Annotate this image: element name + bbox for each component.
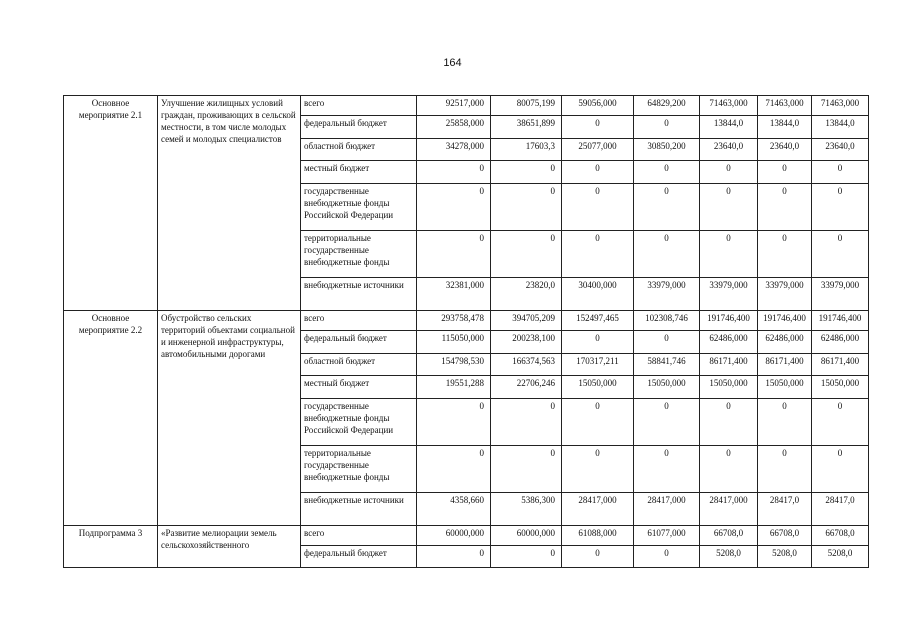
amount-cell: 0 — [758, 231, 812, 278]
amount-cell: 0 — [491, 446, 562, 493]
amount-cell: 15050,000 — [700, 376, 758, 399]
amount-cell: 28417,0 — [758, 493, 812, 526]
amount-cell: 71463,000 — [758, 96, 812, 116]
amount-cell: 200238,100 — [491, 331, 562, 354]
funding-source-cell: государственные внебюджетные фонды Российской Федерации — [301, 184, 417, 231]
amount-cell: 86171,400 — [758, 354, 812, 376]
amount-cell: 0 — [562, 161, 634, 184]
amount-cell: 30400,000 — [562, 278, 634, 311]
amount-cell: 13844,0 — [812, 116, 869, 139]
amount-cell: 0 — [417, 184, 491, 231]
amount-cell: 191746,400 — [812, 311, 869, 331]
amount-cell: 0 — [700, 184, 758, 231]
amount-cell: 0 — [562, 116, 634, 139]
amount-cell: 0 — [812, 184, 869, 231]
amount-cell: 15050,000 — [634, 376, 700, 399]
amount-cell: 22706,246 — [491, 376, 562, 399]
amount-cell: 23640,0 — [758, 139, 812, 161]
funding-source-cell: всего — [301, 96, 417, 116]
amount-cell: 28417,000 — [700, 493, 758, 526]
amount-cell: 0 — [812, 399, 869, 446]
amount-cell: 0 — [812, 231, 869, 278]
amount-cell: 15050,000 — [812, 376, 869, 399]
amount-cell: 5208,0 — [758, 546, 812, 568]
amount-cell: 28417,000 — [562, 493, 634, 526]
amount-cell: 15050,000 — [562, 376, 634, 399]
amount-cell: 0 — [491, 161, 562, 184]
amount-cell: 30850,200 — [634, 139, 700, 161]
activity-name-cell: Подпрограмма 3 — [64, 526, 158, 568]
amount-cell: 0 — [562, 331, 634, 354]
amount-cell: 0 — [700, 161, 758, 184]
amount-cell: 86171,400 — [812, 354, 869, 376]
amount-cell: 0 — [562, 184, 634, 231]
amount-cell: 0 — [417, 161, 491, 184]
activity-title-cell: Улучшение жилищных условий граждан, проживающих в сельской местности, в том числе молодых семей и молодых специалистов — [158, 96, 301, 311]
amount-cell: 0 — [700, 231, 758, 278]
funding-source-cell: территориальные государственные внебюджетные фонды — [301, 446, 417, 493]
amount-cell: 0 — [758, 161, 812, 184]
table-row — [64, 96, 869, 116]
amount-cell: 0 — [491, 399, 562, 446]
amount-cell: 66708,0 — [758, 526, 812, 546]
funding-source-cell: федеральный бюджет — [301, 331, 417, 354]
amount-cell: 13844,0 — [700, 116, 758, 139]
amount-cell: 0 — [634, 546, 700, 568]
amount-cell: 115050,000 — [417, 331, 491, 354]
amount-cell: 80075,199 — [491, 96, 562, 116]
amount-cell: 62486,000 — [812, 331, 869, 354]
amount-cell: 0 — [417, 546, 491, 568]
amount-cell: 191746,400 — [700, 311, 758, 331]
amount-cell: 0 — [491, 546, 562, 568]
amount-cell: 66708,0 — [700, 526, 758, 546]
funding-source-cell: областной бюджет — [301, 354, 417, 376]
amount-cell: 166374,563 — [491, 354, 562, 376]
amount-cell: 34278,000 — [417, 139, 491, 161]
amount-cell: 394705,209 — [491, 311, 562, 331]
amount-cell: 0 — [562, 231, 634, 278]
amount-cell: 0 — [491, 184, 562, 231]
funding-source-cell: федеральный бюджет — [301, 116, 417, 139]
amount-cell: 0 — [562, 546, 634, 568]
amount-cell: 13844,0 — [758, 116, 812, 139]
funding-source-cell: местный бюджет — [301, 376, 417, 399]
amount-cell: 0 — [562, 446, 634, 493]
funding-source-cell: местный бюджет — [301, 161, 417, 184]
amount-cell: 25077,000 — [562, 139, 634, 161]
amount-cell: 86171,400 — [700, 354, 758, 376]
amount-cell: 25858,000 — [417, 116, 491, 139]
amount-cell: 154798,530 — [417, 354, 491, 376]
funding-source-cell: федеральный бюджет — [301, 546, 417, 568]
amount-cell: 66708,0 — [812, 526, 869, 546]
amount-cell: 28417,0 — [812, 493, 869, 526]
funding-source-cell: территориальные государственные внебюджетные фонды — [301, 231, 417, 278]
amount-cell: 71463,000 — [700, 96, 758, 116]
amount-cell: 0 — [634, 231, 700, 278]
amount-cell: 0 — [812, 446, 869, 493]
amount-cell: 0 — [812, 161, 869, 184]
amount-cell: 0 — [491, 231, 562, 278]
activity-title-cell: «Развитие мелиорации земель сельскохозяйственного — [158, 526, 301, 568]
amount-cell: 170317,211 — [562, 354, 634, 376]
amount-cell: 59056,000 — [562, 96, 634, 116]
funding-source-cell: областной бюджет — [301, 139, 417, 161]
amount-cell: 38651,899 — [491, 116, 562, 139]
amount-cell: 28417,000 — [634, 493, 700, 526]
activity-name-cell: Основное мероприятие 2.2 — [64, 311, 158, 526]
amount-cell: 61088,000 — [562, 526, 634, 546]
funding-source-cell: внебюджетные источники — [301, 493, 417, 526]
amount-cell: 4358,660 — [417, 493, 491, 526]
amount-cell: 152497,465 — [562, 311, 634, 331]
amount-cell: 0 — [634, 331, 700, 354]
amount-cell: 0 — [417, 399, 491, 446]
amount-cell: 5208,0 — [700, 546, 758, 568]
amount-cell: 102308,746 — [634, 311, 700, 331]
amount-cell: 0 — [417, 231, 491, 278]
amount-cell: 0 — [700, 446, 758, 493]
amount-cell: 0 — [634, 116, 700, 139]
amount-cell: 0 — [634, 161, 700, 184]
amount-cell: 19551,288 — [417, 376, 491, 399]
amount-cell: 71463,000 — [812, 96, 869, 116]
funding-source-cell: всего — [301, 526, 417, 546]
amount-cell: 0 — [758, 399, 812, 446]
amount-cell: 92517,000 — [417, 96, 491, 116]
amount-cell: 58841,746 — [634, 354, 700, 376]
amount-cell: 0 — [562, 399, 634, 446]
amount-cell: 0 — [634, 399, 700, 446]
amount-cell: 17603,3 — [491, 139, 562, 161]
table-row — [64, 311, 869, 331]
amount-cell: 0 — [758, 446, 812, 493]
table-row — [64, 526, 869, 546]
amount-cell: 0 — [700, 399, 758, 446]
amount-cell: 61077,000 — [634, 526, 700, 546]
amount-cell: 33979,000 — [758, 278, 812, 311]
amount-cell: 23640,0 — [812, 139, 869, 161]
amount-cell: 191746,400 — [758, 311, 812, 331]
amount-cell: 23640,0 — [700, 139, 758, 161]
amount-cell: 33979,000 — [812, 278, 869, 311]
activity-name-cell: Основное мероприятие 2.1 — [64, 96, 158, 311]
amount-cell: 293758,478 — [417, 311, 491, 331]
amount-cell: 33979,000 — [634, 278, 700, 311]
amount-cell: 0 — [417, 446, 491, 493]
funding-source-cell: всего — [301, 311, 417, 331]
amount-cell: 23820,0 — [491, 278, 562, 311]
activity-title-cell: Обустройство сельских территорий объектами социальной и инженерной инфраструктуры, автомобильными дорогами — [158, 311, 301, 526]
funding-source-cell: внебюджетные источники — [301, 278, 417, 311]
amount-cell: 62486,000 — [758, 331, 812, 354]
amount-cell: 33979,000 — [700, 278, 758, 311]
amount-cell: 5208,0 — [812, 546, 869, 568]
funding-source-cell: государственные внебюджетные фонды Российской Федерации — [301, 399, 417, 446]
amount-cell: 5386,300 — [491, 493, 562, 526]
amount-cell: 0 — [634, 184, 700, 231]
amount-cell: 0 — [758, 184, 812, 231]
amount-cell: 15050,000 — [758, 376, 812, 399]
amount-cell: 64829,200 — [634, 96, 700, 116]
amount-cell: 60000,000 — [491, 526, 562, 546]
amount-cell: 0 — [634, 446, 700, 493]
page-number: 164 — [443, 57, 462, 69]
amount-cell: 32381,000 — [417, 278, 491, 311]
budget-table — [63, 95, 869, 568]
amount-cell: 62486,000 — [700, 331, 758, 354]
amount-cell: 60000,000 — [417, 526, 491, 546]
